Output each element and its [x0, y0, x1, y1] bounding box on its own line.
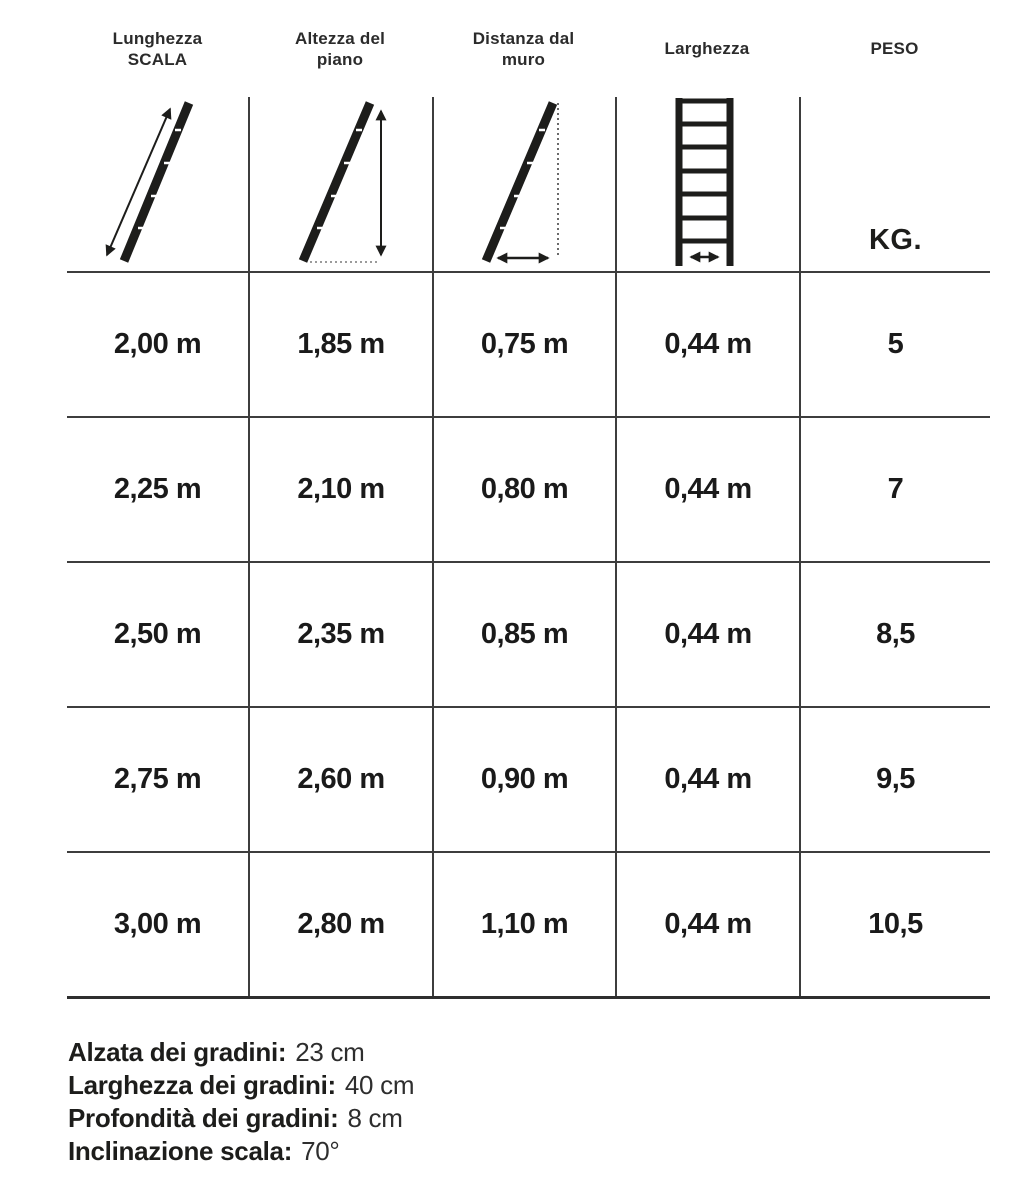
spec-line-inclinazione — [68, 1135, 414, 1168]
header-line: Altezza del — [294, 28, 386, 48]
cell-altezza: 2,80 m — [248, 853, 432, 996]
spec-label: Inclinazione scala: — [68, 1136, 293, 1166]
header-line: SCALA — [127, 49, 188, 69]
header-line: Larghezza — [664, 39, 750, 58]
header-line: piano — [316, 49, 364, 69]
table-row — [67, 561, 990, 706]
cell-distanza: 0,80 m — [432, 418, 615, 561]
spec-label: Alzata dei gradini: — [68, 1037, 287, 1067]
spec-line-alzata — [68, 1036, 414, 1069]
column-header-distanza-muro — [432, 0, 615, 97]
kg-unit-label: KG. — [868, 224, 923, 256]
column-header-altezza-piano — [248, 0, 432, 97]
header-line: Lunghezza — [112, 28, 203, 48]
spec-table — [67, 0, 990, 999]
spec-label: Profondità dei gradini: — [68, 1103, 339, 1133]
cell-peso: 10,5 — [799, 853, 990, 996]
spec-footer — [68, 1036, 414, 1168]
cell-lunghezza: 3,00 m — [113, 908, 202, 940]
table-row — [67, 706, 990, 851]
cell-distanza: 1,10 m — [432, 853, 615, 996]
table-row — [67, 851, 990, 996]
cell-peso: 9,5 — [799, 708, 990, 851]
weight-unit-cell — [799, 97, 990, 271]
ladder-length-diagram — [67, 97, 248, 271]
header-line: Distanza dal — [472, 28, 575, 48]
ladder-width-diagram — [615, 97, 799, 271]
spec-value: 23 cm — [295, 1037, 365, 1067]
platform-height-icon — [250, 97, 432, 271]
ladder-length-icon — [67, 97, 248, 271]
cell-peso: 5 — [799, 273, 990, 416]
cell-lunghezza: 2,75 m — [113, 763, 202, 795]
cell-altezza: 2,35 m — [248, 563, 432, 706]
cell-larghezza: 0,44 m — [615, 708, 799, 851]
platform-height-diagram — [248, 97, 432, 271]
header-line: muro — [501, 49, 546, 69]
cell-larghezza: 0,44 m — [615, 418, 799, 561]
table-row — [67, 271, 990, 416]
spec-line-larghezza-gradini — [68, 1069, 414, 1102]
cell-lunghezza: 2,50 m — [113, 618, 202, 650]
cell-lunghezza: 2,25 m — [113, 473, 202, 505]
diagram-row — [67, 97, 990, 271]
cell-larghezza: 0,44 m — [615, 273, 799, 416]
column-header-lunghezza-scala — [67, 0, 248, 97]
cell-altezza: 2,60 m — [248, 708, 432, 851]
cell-altezza: 2,10 m — [248, 418, 432, 561]
spec-value: 8 cm — [347, 1103, 403, 1133]
column-header-peso — [799, 0, 990, 97]
cell-distanza: 0,75 m — [432, 273, 615, 416]
cell-lunghezza: 2,00 m — [113, 328, 202, 360]
spec-label: Larghezza dei gradini: — [68, 1070, 336, 1100]
ladder-width-icon — [617, 97, 799, 271]
cell-larghezza: 0,44 m — [615, 563, 799, 706]
header-row — [67, 0, 990, 97]
cell-larghezza: 0,44 m — [615, 853, 799, 996]
wall-distance-icon — [434, 97, 615, 271]
cell-distanza: 0,90 m — [432, 708, 615, 851]
cell-peso: 8,5 — [799, 563, 990, 706]
cell-altezza: 1,85 m — [248, 273, 432, 416]
header-line: PESO — [870, 39, 919, 58]
column-header-larghezza — [615, 0, 799, 97]
spec-value: 70° — [301, 1136, 340, 1166]
cell-peso: 7 — [799, 418, 990, 561]
table-row — [67, 416, 990, 561]
cell-distanza: 0,85 m — [432, 563, 615, 706]
wall-distance-diagram — [432, 97, 615, 271]
spec-value: 40 cm — [344, 1070, 415, 1100]
spec-line-profondita — [68, 1102, 414, 1135]
